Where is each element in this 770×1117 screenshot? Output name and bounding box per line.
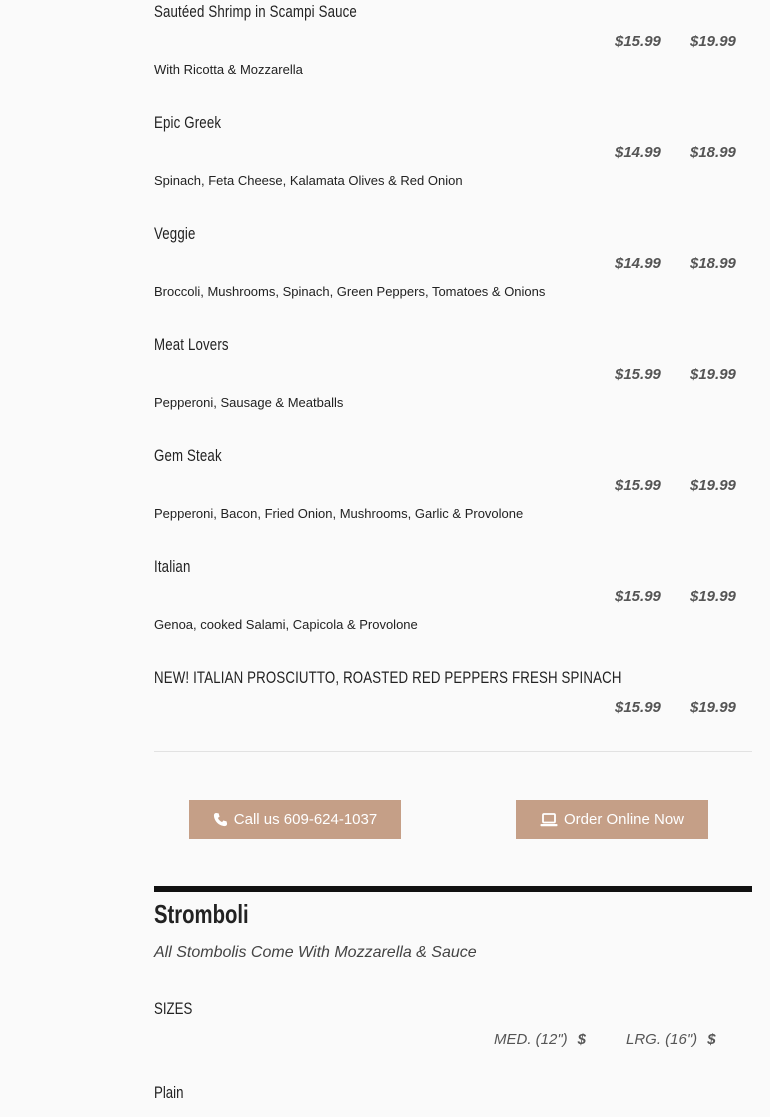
price-medium: $15.99 (615, 699, 661, 716)
price-large: $19.99 (690, 366, 736, 383)
menu-item-description: Pepperoni, Sausage & Meatballs (154, 395, 344, 410)
menu-item-name: Sautéed Shrimp in Scampi Sauce (154, 2, 357, 21)
menu-item (154, 333, 752, 444)
price-medium: $15.99 (615, 588, 661, 605)
menu-item (154, 555, 752, 666)
menu-item-description: Pepperoni, Bacon, Fried Onion, Mushrooms, Garlic & Provolone (154, 506, 524, 521)
size-label-large (626, 1031, 716, 1048)
price-medium: $14.99 (615, 144, 661, 161)
size-name: LRG. (16") (626, 1031, 698, 1048)
menu-item (154, 0, 752, 111)
order-button-label: Order Online Now (563, 811, 685, 828)
currency-symbol: $ (707, 1031, 716, 1048)
menu-item-name: Veggie (154, 224, 196, 243)
menu-item (154, 666, 752, 777)
section-subtitle: All Stombolis Come With Mozzarella & Sauce (154, 944, 477, 961)
menu-item-description: Broccoli, Mushrooms, Spinach, Green Peppers, Tomatoes & Onions (154, 284, 546, 299)
price-medium: $14.99 (615, 255, 661, 272)
menu-item-name: Epic Greek (154, 113, 222, 132)
price-large: $19.99 (690, 477, 736, 494)
divider (154, 751, 752, 752)
menu-item-name: Gem Steak (154, 446, 222, 465)
price-medium: $15.99 (615, 477, 661, 494)
price-medium: $15.99 (615, 366, 661, 383)
menu-item-description: With Ricotta & Mozzarella (154, 62, 303, 77)
order-online-button[interactable] (516, 800, 708, 839)
sizes-heading: SIZES (154, 999, 193, 1018)
price-large: $19.99 (690, 699, 736, 716)
currency-symbol: $ (577, 1031, 587, 1048)
stromboli-item-name: Plain (154, 1083, 184, 1102)
size-label-medium (494, 1031, 586, 1048)
price-medium: $15.99 (615, 33, 661, 50)
laptop-icon (540, 813, 558, 827)
call-button-label: Call us 609-624-1037 (233, 811, 378, 828)
menu-item (154, 444, 752, 555)
menu-item-list (154, 0, 752, 777)
section-title: Stromboli (154, 899, 249, 929)
menu-item-name: Italian (154, 557, 191, 576)
size-name: MED. (12") (494, 1031, 568, 1048)
price-large: $18.99 (690, 144, 736, 161)
call-button[interactable] (189, 800, 401, 839)
price-large: $18.99 (690, 255, 736, 272)
section-rule (154, 886, 752, 892)
phone-icon (213, 812, 228, 827)
menu-item-name: Meat Lovers (154, 335, 229, 354)
menu-item-description: Spinach, Feta Cheese, Kalamata Olives & Red Onion (154, 173, 463, 188)
menu-item-description: Genoa, cooked Salami, Capicola & Provolone (154, 617, 418, 632)
menu-item (154, 222, 752, 333)
menu-item (154, 111, 752, 222)
price-large: $19.99 (690, 33, 736, 50)
price-large: $19.99 (690, 588, 736, 605)
menu-item-name: NEW! ITALIAN PROSCIUTTO, ROASTED RED PEPPERS FRESH SPINACH (154, 668, 622, 687)
